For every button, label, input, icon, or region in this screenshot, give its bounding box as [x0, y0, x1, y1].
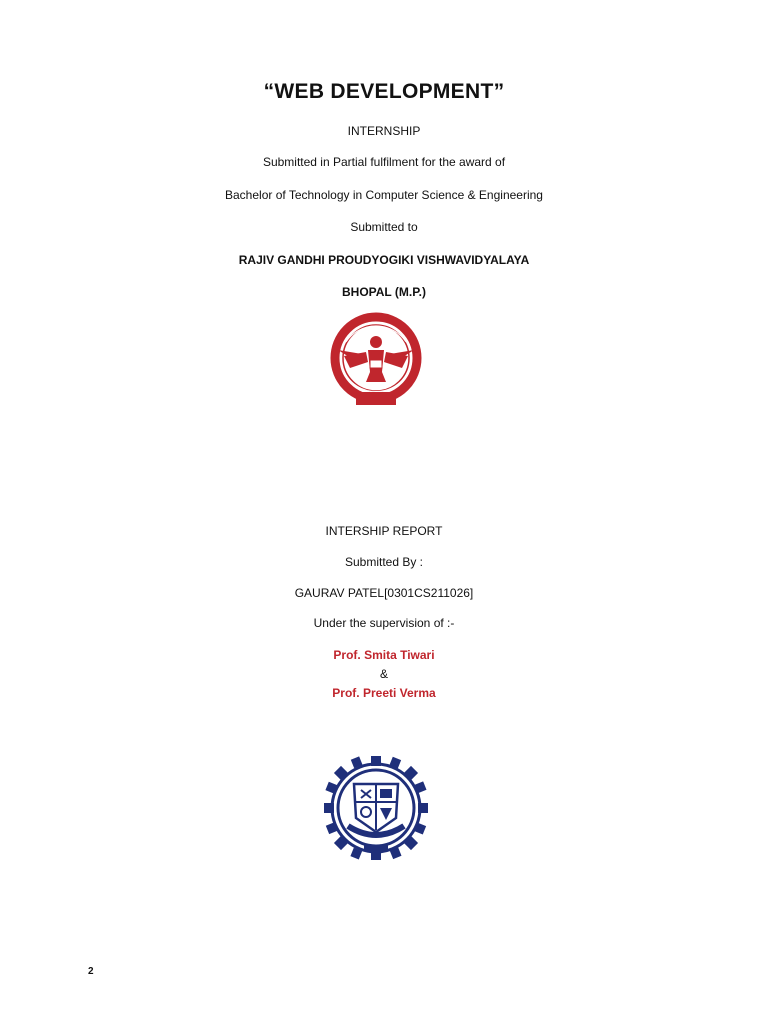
supervision-label: Under the supervision of :- [313, 616, 455, 630]
university-logo [326, 312, 426, 412]
ampersand: & [379, 667, 388, 681]
document-subtitle: INTERNSHIP [347, 124, 421, 138]
submission-line: Submitted in Partial fulfilment for the award of [262, 155, 506, 169]
supervisor-2: Prof. Preeti Verma [332, 686, 436, 700]
submitted-by-label: Submitted By : [344, 555, 424, 569]
university-name: RAJIV GANDHI PROUDYOGIKI VISHWAVIDYALAYA [238, 253, 530, 267]
degree-line: Bachelor of Technology in Computer Science & Engineering [225, 188, 543, 202]
submitted-to-label: Submitted to [350, 220, 418, 234]
student-name: GAURAV PATEL[0301CS211026] [294, 586, 474, 600]
report-label: INTERSHIP REPORT [325, 524, 443, 538]
supervisor-1: Prof. Smita Tiwari [333, 648, 435, 662]
university-location: BHOPAL (M.P.) [341, 285, 426, 299]
college-logo [314, 750, 438, 866]
document-title: “WEB DEVELOPMENT” [263, 80, 505, 103]
page-number: 2 [88, 966, 94, 977]
